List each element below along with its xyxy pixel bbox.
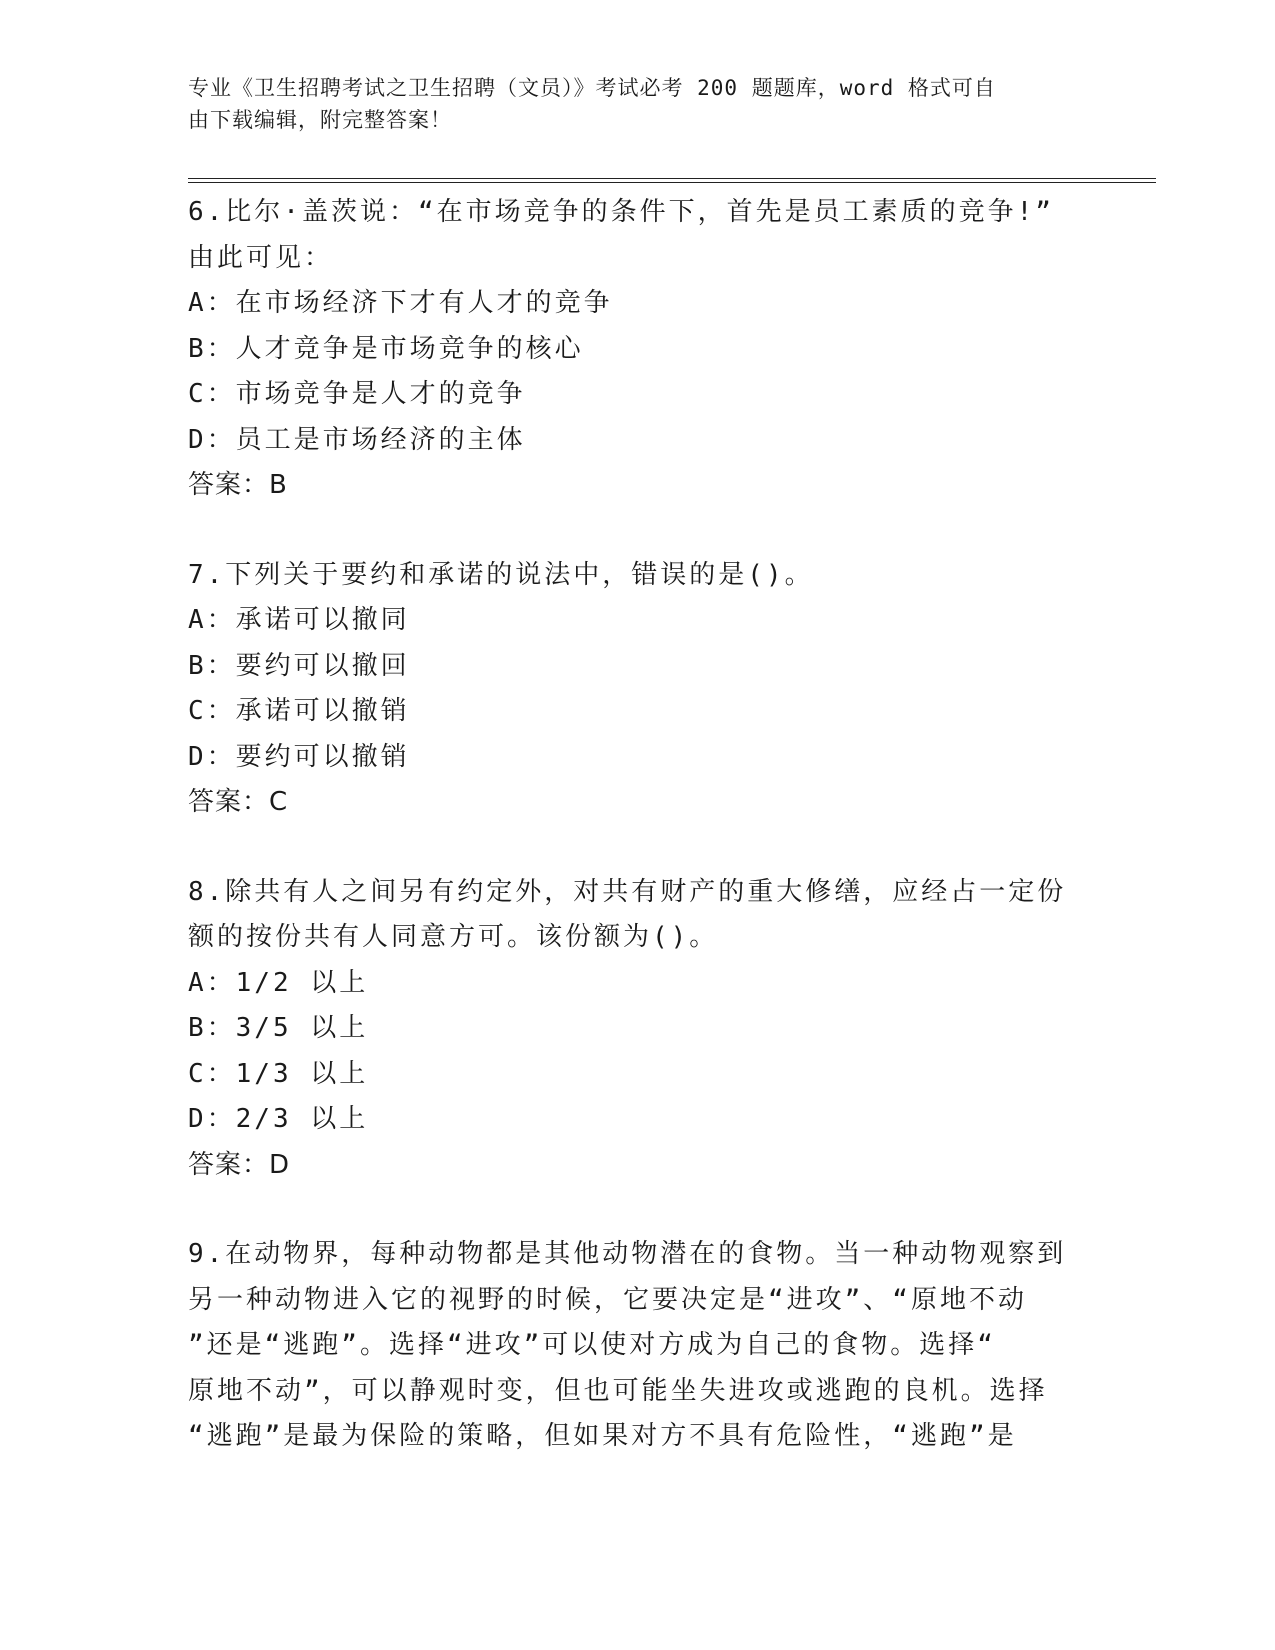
question-list: [188, 190, 1068, 1460]
option-a: A：1/2 以上: [188, 967, 369, 998]
header-line: 由下载编辑，附完整答案！: [188, 108, 452, 132]
option-b: B：人才竞争是市场竞争的核心: [188, 333, 584, 364]
question-stem: ”还是“逃跑”。选择“进攻”可以使对方成为自己的食物。选择“: [188, 1330, 996, 1360]
option-d: D：要约可以撤销: [188, 741, 410, 772]
option-b: B：3/5 以上: [188, 1013, 369, 1043]
option-a: A：在市场经济下才有人才的竞争: [188, 288, 613, 318]
question-8: [188, 870, 1068, 1189]
question-stem: 由此可见：: [188, 242, 334, 273]
question-stem: 另一种动物进入它的视野的时候，它要决定是“进攻”、“原地不动: [188, 1284, 1027, 1315]
question-7: [188, 553, 1068, 826]
question-9: [188, 1232, 1068, 1460]
question-stem: 7.下列关于要约和承诺的说法中，错误的是()。: [188, 559, 814, 590]
option-c: C：市场竞争是人才的竞争: [188, 379, 526, 409]
question-stem: 额的按份共有人同意方可。该份额为()。: [188, 922, 719, 952]
answer: 答案：C: [188, 787, 289, 817]
option-c: C：承诺可以撤销: [188, 696, 410, 726]
question-stem: 8.除共有人之间另有约定外，对共有财产的重大修缮，应经占一定份: [188, 876, 1067, 907]
question-stem: 6.比尔·盖茨说：“在市场竞争的条件下，首先是员工素质的竞争!”: [188, 197, 1054, 227]
option-d: D：员工是市场经济的主体: [188, 424, 526, 455]
header-line: 专业《卫生招聘考试之卫生招聘（文员）》考试必考 200 题题库，word 格式可自: [188, 76, 996, 100]
option-d: D：2/3 以上: [188, 1104, 369, 1134]
header-divider: [188, 178, 1156, 183]
question-stem: “逃跑”是最为保险的策略，但如果对方不具有危险性，“逃跑”是: [188, 1421, 1017, 1451]
answer: 答案：B: [188, 470, 288, 500]
answer: 答案：D: [188, 1149, 291, 1180]
document-header: [188, 72, 1068, 136]
option-b: B：要约可以撤回: [188, 650, 410, 681]
option-c: C：1/3 以上: [188, 1058, 369, 1089]
question-stem: 9.在动物界，每种动物都是其他动物潜在的食物。当一种动物观察到: [188, 1239, 1067, 1269]
question-6: [188, 190, 1068, 509]
question-stem: 原地不动”，可以静观时变，但也可能坐失进攻或逃跑的良机。选择: [188, 1375, 1048, 1406]
option-a: A：承诺可以撤同: [188, 605, 410, 635]
